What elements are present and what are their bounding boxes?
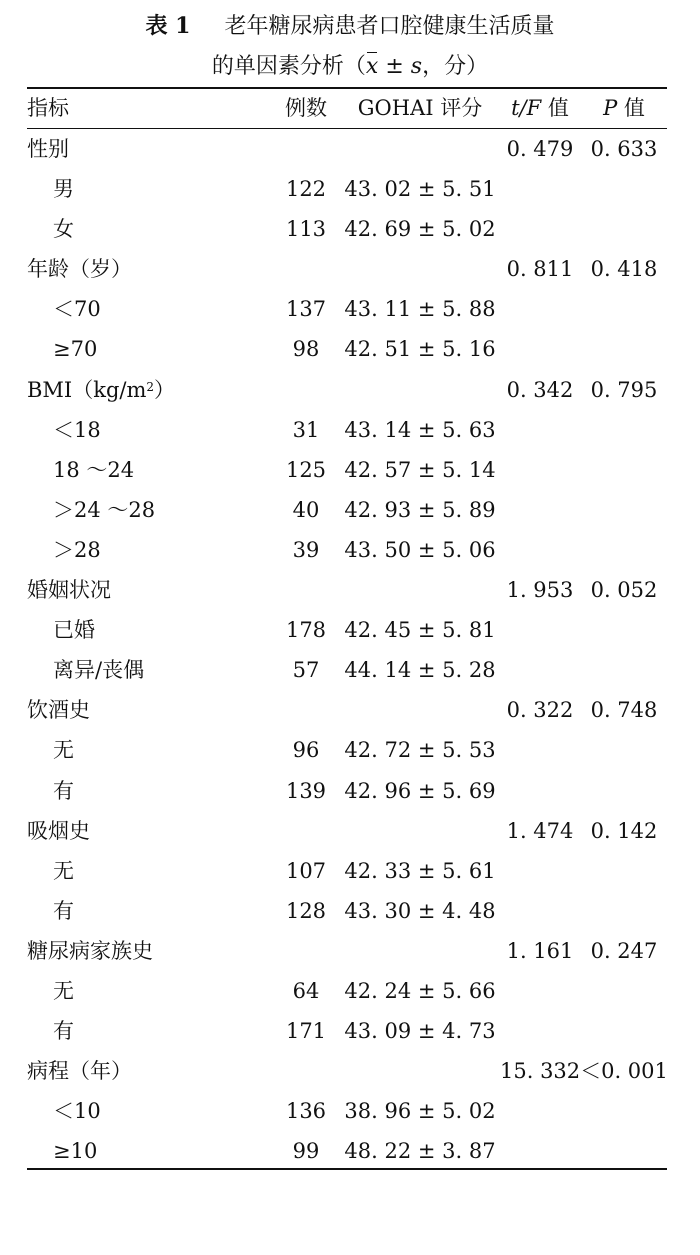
table-row-subgroup bbox=[0, 289, 700, 329]
cell-count: 178 bbox=[285, 618, 327, 643]
cell-indicator: ＜18 bbox=[53, 417, 101, 442]
cell-indicator: ＜70 bbox=[53, 297, 101, 322]
bmi-label-suffix: ） bbox=[154, 377, 176, 402]
cell-count: 125 bbox=[285, 457, 327, 482]
table-row-subgroup bbox=[0, 730, 700, 770]
cell-tf-value: 1. 953 bbox=[506, 578, 574, 603]
cell-count: 31 bbox=[292, 417, 320, 442]
cell-score: 42. 24 ± 5. 66 bbox=[344, 978, 496, 1003]
table-row-factor bbox=[0, 129, 700, 169]
cell-count: 64 bbox=[292, 978, 320, 1003]
cell-indicator: ＞28 bbox=[53, 537, 101, 562]
table-row-subgroup bbox=[0, 209, 700, 249]
bmi-label-prefix: BMI（kg/m bbox=[27, 377, 147, 402]
caption-suffix: ，分） bbox=[422, 54, 489, 79]
cell-score: 42. 33 ± 5. 61 bbox=[344, 858, 496, 883]
cell-count: 171 bbox=[285, 1019, 327, 1044]
cell-score: 42. 69 ± 5. 02 bbox=[344, 217, 496, 242]
cell-tf-value: 1. 161 bbox=[506, 938, 574, 963]
cell-indicator bbox=[27, 378, 175, 402]
cell-indicator: 女 bbox=[53, 217, 74, 242]
table-row-subgroup bbox=[0, 490, 700, 530]
cell-score: 38. 96 ± 5. 02 bbox=[344, 1099, 496, 1124]
table-row-subgroup bbox=[0, 410, 700, 450]
cell-count: 137 bbox=[285, 297, 327, 322]
cell-p-value: 0. 142 bbox=[590, 818, 658, 843]
cell-p-value: 0. 795 bbox=[590, 377, 658, 402]
cell-p-value: 0. 633 bbox=[590, 137, 658, 161]
table-row-subgroup bbox=[0, 1091, 700, 1131]
cell-indicator: 婚姻状况 bbox=[27, 578, 111, 603]
table-row-subgroup bbox=[0, 329, 700, 369]
cell-indicator: 无 bbox=[53, 858, 74, 883]
cell-score: 42. 45 ± 5. 81 bbox=[344, 618, 496, 643]
cell-indicator: 18 ～24 bbox=[53, 457, 135, 482]
table-row-subgroup bbox=[0, 891, 700, 931]
cell-count: 96 bbox=[292, 738, 320, 763]
cell-p-value: 0. 247 bbox=[590, 938, 658, 963]
header-tf-symbol: t/F bbox=[511, 96, 542, 120]
plus-minus: ± bbox=[378, 54, 411, 79]
cell-p-value: ＜0. 001 bbox=[580, 1059, 668, 1084]
mean-symbol: x bbox=[366, 47, 378, 87]
cell-indicator: 无 bbox=[53, 738, 74, 763]
table-row-subgroup bbox=[0, 971, 700, 1011]
cell-score: 43. 09 ± 4. 73 bbox=[344, 1019, 496, 1044]
header-count: 例数 bbox=[285, 96, 327, 120]
header-p bbox=[578, 96, 670, 120]
table-row-factor bbox=[0, 1051, 700, 1091]
table-row-subgroup bbox=[0, 1131, 700, 1171]
table-header bbox=[0, 89, 700, 128]
cell-score: 42. 93 ± 5. 89 bbox=[344, 497, 496, 522]
sd-symbol: s bbox=[410, 54, 423, 79]
cell-indicator: 饮酒史 bbox=[27, 698, 90, 723]
header-score: GOHAI 评分 bbox=[357, 96, 483, 120]
cell-score: 43. 02 ± 5. 51 bbox=[344, 177, 496, 202]
table-row-subgroup bbox=[0, 169, 700, 209]
cell-indicator: ＜10 bbox=[53, 1099, 101, 1124]
cell-indicator: 离异/丧偶 bbox=[53, 658, 145, 683]
table-row-factor bbox=[0, 249, 700, 289]
table-row-subgroup bbox=[0, 450, 700, 490]
table-row-subgroup bbox=[0, 771, 700, 811]
table-row-factor bbox=[0, 931, 700, 971]
table-label: 表 1 bbox=[145, 13, 191, 39]
cell-score: 43. 30 ± 4. 48 bbox=[344, 898, 496, 923]
cell-count: 40 bbox=[292, 497, 320, 522]
cell-score: 42. 96 ± 5. 69 bbox=[344, 778, 496, 803]
table-body bbox=[0, 129, 700, 1171]
cell-count: 39 bbox=[292, 537, 320, 562]
cell-count: 98 bbox=[292, 337, 320, 362]
caption-line-2 bbox=[0, 47, 700, 87]
cell-indicator: 有 bbox=[53, 898, 74, 923]
cell-count: 57 bbox=[292, 658, 320, 683]
cell-score: 43. 50 ± 5. 06 bbox=[344, 537, 496, 562]
cell-indicator: ≥70 bbox=[53, 337, 98, 362]
table-row-subgroup bbox=[0, 851, 700, 891]
cell-score: 43. 11 ± 5. 88 bbox=[344, 297, 496, 322]
header-tf-unit: 值 bbox=[541, 96, 569, 120]
cell-indicator: 病程（年） bbox=[27, 1059, 132, 1084]
cell-score: 44. 14 ± 5. 28 bbox=[344, 658, 496, 683]
cell-tf-value: 0. 479 bbox=[506, 137, 574, 161]
cell-count: 139 bbox=[285, 778, 327, 803]
cell-indicator: 已婚 bbox=[53, 618, 95, 643]
table-row-subgroup bbox=[0, 1011, 700, 1051]
cell-p-value: 0. 052 bbox=[590, 578, 658, 603]
cell-tf-value: 1. 474 bbox=[506, 818, 574, 843]
table-row-subgroup bbox=[0, 610, 700, 650]
table-row-factor bbox=[0, 811, 700, 851]
cell-tf-value: 0. 342 bbox=[506, 377, 574, 402]
cell-indicator: ＞24 ～28 bbox=[53, 497, 156, 522]
cell-indicator: 糖尿病家族史 bbox=[27, 938, 153, 963]
cell-score: 48. 22 ± 3. 87 bbox=[344, 1139, 496, 1164]
cell-count: 107 bbox=[285, 858, 327, 883]
caption-prefix: 的单因素分析（ bbox=[211, 54, 366, 79]
caption-title: 老年糖尿病患者口腔健康生活质量 bbox=[224, 14, 555, 39]
table-row-factor bbox=[0, 570, 700, 610]
cell-indicator: 年龄（岁） bbox=[27, 257, 132, 282]
cell-count: 128 bbox=[285, 898, 327, 923]
table-row-factor bbox=[0, 690, 700, 730]
caption-line-1 bbox=[0, 6, 700, 47]
cell-p-value: 0. 748 bbox=[590, 698, 658, 723]
header-indicator: 指标 bbox=[27, 96, 69, 120]
cell-score: 42. 51 ± 5. 16 bbox=[344, 337, 496, 362]
cell-p-value: 0. 418 bbox=[590, 257, 658, 282]
cell-count: 99 bbox=[292, 1139, 320, 1164]
cell-tf-value: 0. 322 bbox=[506, 698, 574, 723]
cell-indicator: 有 bbox=[53, 778, 74, 803]
cell-indicator: 性别 bbox=[27, 137, 69, 161]
cell-score: 42. 72 ± 5. 53 bbox=[344, 738, 496, 763]
cell-tf-value: 15. 332 bbox=[500, 1059, 581, 1084]
cell-indicator: ≥10 bbox=[53, 1139, 98, 1164]
cell-count: 136 bbox=[285, 1099, 327, 1124]
bmi-label-superscript: 2 bbox=[146, 379, 155, 394]
cell-indicator: 男 bbox=[53, 177, 74, 202]
cell-score: 42. 57 ± 5. 14 bbox=[344, 457, 496, 482]
table-row-subgroup bbox=[0, 530, 700, 570]
table-bottom-rule bbox=[27, 1168, 667, 1170]
cell-score: 43. 14 ± 5. 63 bbox=[344, 417, 496, 442]
table-caption bbox=[0, 6, 700, 87]
table-row-subgroup bbox=[0, 650, 700, 690]
cell-count: 122 bbox=[285, 177, 327, 202]
cell-indicator: 有 bbox=[53, 1019, 74, 1044]
header-p-symbol: P bbox=[603, 96, 618, 120]
header-tf bbox=[500, 96, 580, 120]
cell-indicator: 吸烟史 bbox=[27, 818, 90, 843]
cell-indicator: 无 bbox=[53, 978, 74, 1003]
cell-count: 113 bbox=[285, 217, 327, 242]
header-p-unit: 值 bbox=[617, 96, 645, 120]
table-row-factor bbox=[0, 370, 700, 410]
cell-tf-value: 0. 811 bbox=[506, 257, 574, 282]
